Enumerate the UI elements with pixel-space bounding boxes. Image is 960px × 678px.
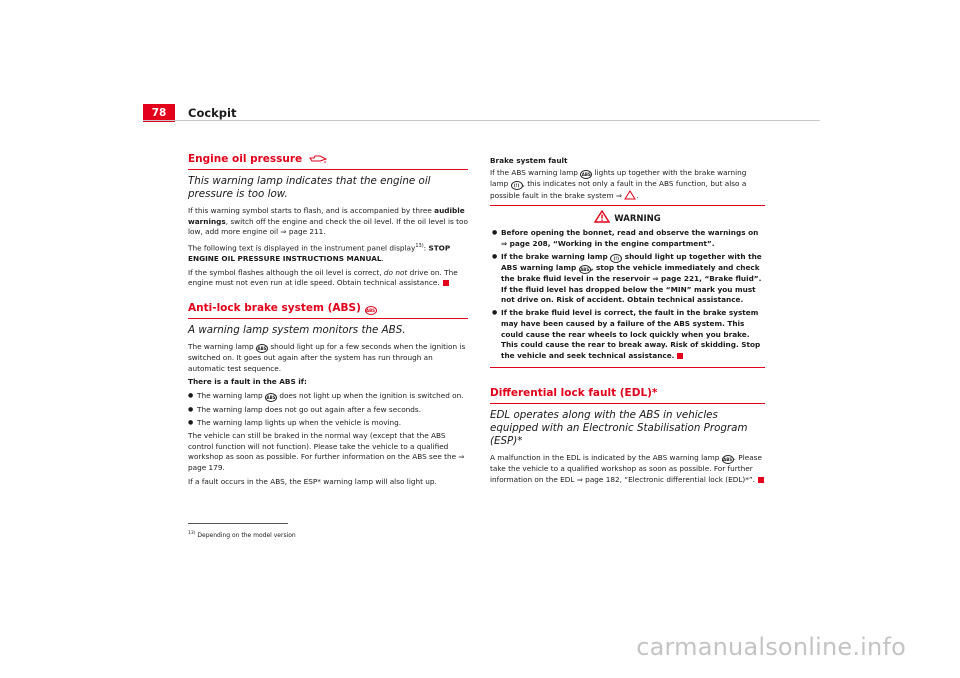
- footnote-rule: [188, 523, 288, 524]
- warning-triangle-icon: [624, 190, 636, 200]
- footnote: $^{13)}$ Depending on the model version: [188, 531, 296, 539]
- brake-warning-icon: (!): [610, 254, 622, 263]
- abs-icon: ABS: [366, 307, 376, 313]
- oil-can-icon: [309, 154, 327, 163]
- oil-paragraph-2: The following text is displayed in the instrument panel display$^{13)}$: STOP ENGINE OIL PRESSURE INSTRUCTIONS MANUAL.: [188, 242, 451, 263]
- header-rule: [143, 120, 820, 121]
- abs-paragraph-3: If a fault occurs in the ABS, the ESP* warning lamp will also light up.: [188, 476, 437, 486]
- abs-icon: ABS: [723, 456, 733, 462]
- left-column: [188, 152, 468, 490]
- abs-icon: ABS: [266, 395, 276, 401]
- list-item: ● The warning lamp does not go out again after a few seconds.: [188, 405, 468, 416]
- list-item: ● The warning lamp ABS does not light up when the ignition is switched on.: [188, 391, 468, 402]
- section-rule: [188, 169, 468, 170]
- warning-triangle-icon: [594, 210, 610, 223]
- oil-paragraph-3: If the symbol flashes although the oil level is correct, do not drive on. The engine must not even run at idle speed. Obtain technical assistance.: [188, 267, 458, 288]
- brake-paragraph: If the ABS warning lamp ABS lights up together with the brake warning lamp (!) , this indicates not only a fault in the ABS function, but also a possible fault in the brake system ⇒ .: [490, 167, 747, 200]
- section-abs-subtitle: A warning lamp system monitors the ABS.: [188, 323, 406, 336]
- edl-paragraph: A malfunction in the EDL is indicated by the ABS warning lamp ABS. Please take the vehicle to a qualified workshop as soon as possible. For further information on the EDL ⇒ page 182, “Electronic differential lock (EDL)*”.: [490, 452, 762, 484]
- abs-icon: ABS: [580, 266, 590, 272]
- section-abs-title: Anti-lock brake system (ABS) ABS: [188, 301, 376, 314]
- list-item: ● The warning lamp lights up when the vehicle is moving.: [188, 418, 468, 429]
- section-edl-title: Differential lock fault (EDL)*: [490, 386, 658, 399]
- end-marker-icon: [758, 477, 764, 483]
- end-marker-icon: [443, 280, 449, 286]
- section-engine-oil-subtitle: This warning lamp indicates that the engine oil pressure is too low.: [188, 175, 431, 200]
- section-rule: [188, 318, 468, 319]
- warning-title: WARNING: [492, 210, 763, 225]
- page-number: 78: [143, 104, 175, 122]
- abs-fault-heading: There is a fault in the ABS if:: [188, 377, 307, 387]
- running-header: Cockpit: [188, 106, 237, 120]
- abs-paragraph-2: The vehicle can still be braked in the normal way (except that the ABS control function will not function). Please take the vehicle to a qualified workshop as soon as possible. For further information on the ABS see the ⇒ page 179.: [188, 431, 465, 472]
- warning-box: [490, 205, 765, 368]
- section-engine-oil-title: Engine oil pressure: [188, 152, 468, 166]
- abs-icon: ABS: [257, 345, 267, 351]
- list-item: ● Before opening the bonnet, read and observe the warnings on ⇒ page 208, “Working in the engine compartment”.: [492, 228, 763, 249]
- section-rule: [490, 403, 765, 404]
- section-edl-subtitle: EDL operates along with the ABS in vehicles equipped with an Electronic Stabilisation Program (ESP)*: [490, 408, 748, 447]
- abs-icon: ABS: [581, 171, 591, 177]
- list-item: ● If the brake warning lamp (!) should light up together with the ABS warning lamp ABS, stop the vehicle immediately and check the brake fluid level in the reservoir ⇒ page 221, “Brake fluid”. If the fluid level has dropped below the “MIN” mark you must not drive on. Risk of accident. Obtain technical assistance.: [492, 252, 763, 306]
- list-item: ● If the brake fluid level is correct, the fault in the brake system may have been caused by a failure of the ABS system. This could cause the rear wheels to lock quickly when you brake. This could cause the rear to break away. Risk of skidding. Stop the vehicle and seek technical assistance.: [492, 308, 763, 361]
- right-column: [490, 156, 765, 488]
- oil-paragraph-1: If this warning symbol starts to flash, and is accompanied by three audible warnings, switch off the engine and check the oil level. If the oil level is too low, add more engine oil ⇒ page 211.: [188, 206, 468, 237]
- end-marker-icon: [677, 353, 683, 359]
- footnote-ref: 13): [415, 242, 424, 249]
- brake-warning-icon: (!): [511, 181, 523, 190]
- watermark: carmanualsonline.info: [636, 633, 906, 661]
- brake-fault-heading: Brake system fault: [490, 156, 568, 165]
- abs-paragraph-1: The warning lamp ABS should light up for a few seconds when the ignition is switched on. It goes out again after the system has run through an automatic test sequence.: [188, 341, 466, 373]
